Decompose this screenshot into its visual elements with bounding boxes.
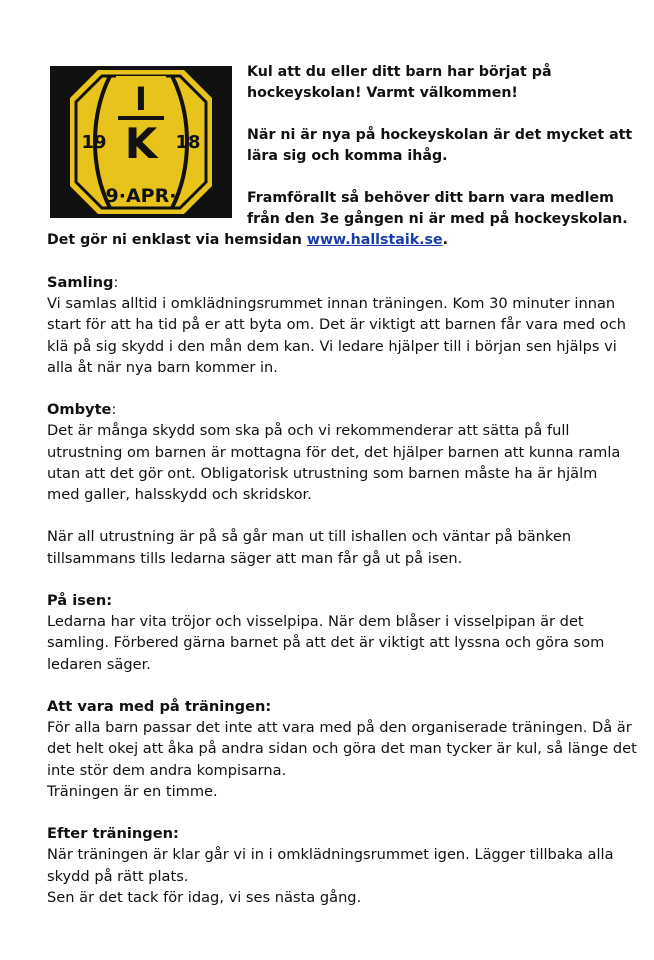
title-colon: :: [111, 401, 117, 419]
paragraph-line: klä på sig skydd i den mån dem kan. Vi ledare hjälper till i början sen hjälps vi: [47, 337, 617, 355]
website-link[interactable]: www.hallstaik.se: [306, 232, 443, 248]
logo-letter-i: I: [135, 80, 147, 118]
section-efter: [47, 823, 627, 908]
main-content: [47, 272, 637, 929]
intro-line: lära sig och komma ihåg.: [247, 148, 448, 164]
section-title: På isen:: [47, 592, 113, 609]
paragraph-line: För alla barn passar det inte att vara med på den organiserade träningen. Då är: [47, 719, 632, 737]
logo-date: 9·APR·: [105, 185, 177, 207]
intro-line: När ni är nya på hockeyskolan är det mycket att: [247, 127, 633, 143]
intro-welcome: [247, 62, 627, 104]
section-title: Att vara med på träningen:: [47, 698, 272, 715]
club-logo-graphic: [50, 66, 232, 218]
logo-year-right: 18: [175, 132, 201, 153]
section-heading: [47, 272, 627, 293]
section-samling: [47, 272, 627, 378]
membership-line: [47, 230, 627, 251]
logo-letter-k: K: [124, 119, 158, 168]
intro-text: [247, 62, 633, 230]
intro-membership: [247, 188, 627, 230]
section-title: Efter träningen:: [47, 825, 179, 843]
section-ombyte: [47, 399, 627, 505]
intro-new: [247, 125, 633, 167]
club-logo: [50, 66, 232, 218]
section-heading: [47, 399, 627, 420]
section-title: Ombyte: [47, 401, 112, 419]
paragraph-line: Vi samlas alltid i omklädningsrummet innan träningen. Kom 30 minuter innan: [47, 295, 616, 313]
paragraph-line: alla åt när nya barn kommer in.: [47, 358, 278, 376]
section-traningen: [47, 696, 637, 802]
paragraph-line: När träningen är klar går vi in i omklädningsrummet igen. Lägger tillbaka alla: [47, 846, 614, 864]
title-colon: :: [113, 274, 119, 291]
paragraph-line: När all utrustning är på så går man ut till ishallen och väntar på bänken: [47, 528, 572, 546]
paragraph-line: det helt okej att åka på andra sidan och göra det man tycker är kul, så länge det: [47, 740, 637, 758]
section-pa-isen: [47, 590, 627, 675]
section-title: Samling: [47, 274, 114, 291]
paragraph-line: Ledarna har vita tröjor och visselpipa. När dem blåser i visselpipan är det: [47, 613, 584, 631]
intro-line: Framförallt så behöver ditt barn vara medlem: [247, 190, 614, 206]
intro-line: från den 3e gången ni är med på hockeyskolan.: [247, 211, 628, 227]
paragraph-line: inte stör dem andra kompisarna.: [47, 761, 287, 779]
membership-period: .: [442, 232, 448, 248]
paragraph-line: start för att ha tid på er att byta om. Det är viktigt att barnen får vara med och: [47, 316, 626, 334]
paragraph-line: Det är många skydd som ska på och vi rekommenderar att sätta på full: [47, 422, 570, 440]
paragraph-line: med galler, halsskydd och skridskor.: [47, 486, 312, 504]
paragraph-line: utrustning om barnen är mottagna för det, det hjälper barnen att kunna ramla: [47, 443, 621, 461]
paragraph-line: skydd på rätt plats.: [47, 867, 189, 885]
intro-line: Kul att du eller ditt barn har börjat på: [247, 64, 552, 80]
logo-year-left: 19: [81, 132, 107, 153]
paragraph-line: tillsammans tills ledarna säger att man får gå ut på isen.: [47, 549, 463, 567]
paragraph-line: samling. Förbered gärna barnet på att det är viktigt att lyssna och göra som: [47, 634, 605, 652]
paragraph-line: Sen är det tack för idag, vi ses nästa gång.: [47, 888, 362, 906]
membership-text: Det gör ni enklast via hemsidan: [47, 232, 307, 248]
paragraph-line: Träningen är en timme.: [47, 782, 218, 800]
paragraph-line: utan att det gör ont. Obligatorisk utrustning som barnen måste ha är hjälm: [47, 464, 598, 482]
paragraph-line: ledaren säger.: [47, 655, 151, 673]
intro-line: hockeyskolan! Varmt välkommen!: [247, 85, 518, 101]
section-ishallen: [47, 526, 627, 568]
